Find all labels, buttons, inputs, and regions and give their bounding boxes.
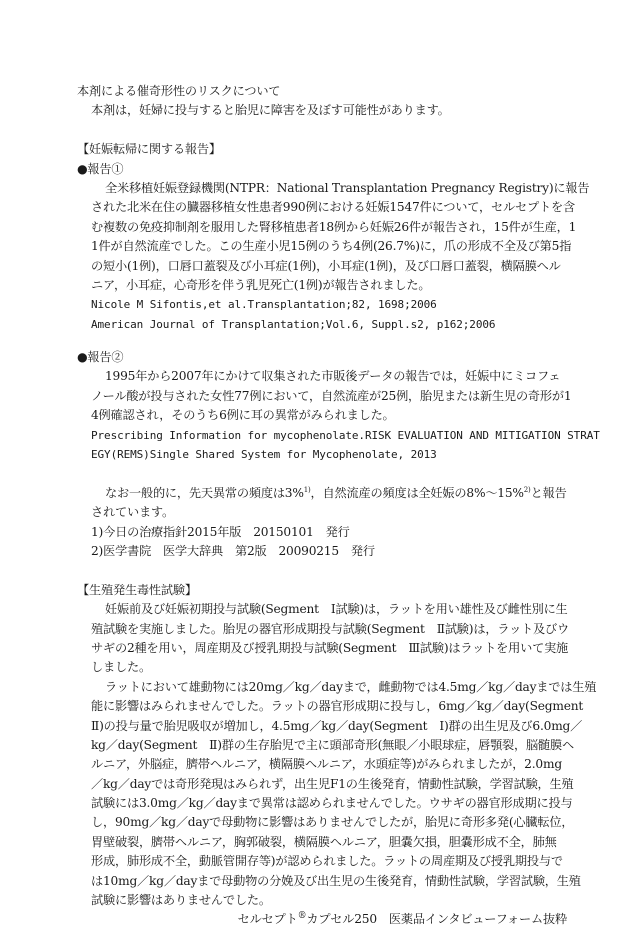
report1-line: の短小(1例)，口唇口蓋裂及び小耳症(1例)，小耳症(1例)，及び口唇口蓋裂，横隔膜ヘル	[91, 258, 561, 273]
para2-line: ラットにおいて雄動物には20mg／kg／dayまで，雌動物では4.5mg／kg／dayまでは生殖	[105, 679, 597, 694]
para2-line: 形成，肺形成不全，動脈管開存等)が認められました。ラットの周産期及び授乳期投与で	[91, 854, 563, 869]
note-text: と報告	[530, 485, 567, 500]
para2-line: ／kg／dayでは奇形発現はみられず，出生児F1の生後発育，情動性試験，学習試験，生殖	[91, 776, 574, 791]
para2-line: 試験に影響はありませんでした。	[91, 893, 271, 908]
report2-reference: Prescribing Information for mycophenolate.RISK EVALUATION AND MITIGATION STRAT	[91, 428, 600, 442]
para1-line: 妊娠前及び妊娠初期投与試験(Segment Ⅰ試験)は，ラットを用い雄性及び雌性別に生	[105, 602, 568, 617]
spacer	[77, 334, 567, 348]
report1-line: 全米移植妊娠登録機関(NTPR：National Transplantation Pregnancy Registry)に報告	[105, 180, 590, 195]
note-text: ，自然流産の頻度は全妊娠の8%～15%	[310, 485, 524, 500]
report1-line: ニア，小耳症，心奇形を伴う乳児死亡(1例)が報告されました。	[91, 277, 431, 292]
report2-label: ●報告②	[77, 350, 124, 365]
report2-line: 1995年から2007年にかけて収集された市販後データの報告では，妊娠中にミコフェ	[105, 369, 561, 384]
para1-line: しました。	[91, 660, 151, 675]
document-page	[77, 82, 600, 930]
note-line: されています。	[91, 505, 174, 520]
spacer	[77, 561, 567, 580]
spacer	[77, 464, 567, 483]
footer-product: セルセプト	[237, 912, 298, 927]
spacer	[77, 121, 567, 140]
report2-line: 4例確認され，そのうち6例に耳の異常がみられました。	[91, 408, 395, 423]
para2-line: ルニア，外脳症，臍帯ヘルニア，横隔膜ヘルニア，水頭症等)がみられましたが，2.0mg	[91, 757, 562, 772]
para1-line: サギの2種を用い，周産期及び授乳期投与試験(Segment Ⅲ試験)はラットを用いて実施	[91, 640, 569, 655]
para1-line: 殖試験を実施しました。胎児の器官形成期投与試験(Segment Ⅱ試験)は，ラット及びウ	[91, 621, 570, 636]
para2-line: し，90mg／kg／dayで母動物に影響はありませんでしたが，胎児に奇形多発(心臓転位，	[91, 815, 574, 830]
document-title: 本剤による催奇形性のリスクについて	[77, 84, 281, 98]
report2-line: ノール酸が投与された女性77例において，自然流産が25例，胎児または新生児の奇形が1	[91, 388, 572, 403]
report1-reference: Nicole M Sifontis,et al.Transplantation;82, 1698;2006	[91, 298, 437, 312]
report1-label: ●報告①	[77, 161, 124, 176]
footer-source: カプセル250 医薬品インタビューフォーム抜粋	[306, 912, 567, 927]
report1-reference: American Journal of Transplantation;Vol.6, Suppl.s2, p162;2006	[91, 317, 496, 331]
section-heading-reproductive-toxicity: 【生殖発生毒性試験】	[77, 582, 197, 597]
footnote: 2)医学書院 医学大辞典 第2版 20090215 発行	[91, 543, 375, 558]
note-text: なお一般的に，先天異常の頻度は3%	[105, 485, 304, 500]
source-footer	[77, 910, 567, 929]
para2-line: は10mg／kg／dayまで母動物の分娩及び出生児の生後発育，情動性試験，学習試験，生殖	[91, 873, 581, 888]
report1-line: 1件が自然流産でした。この生産小児15例のうち4例(26.7%)に，爪の形成不全及び第5指	[91, 239, 572, 254]
para2-line: 試験には3.0mg／kg／dayまで異常は認められませんでした。ウサギの器官形成期に投与	[91, 796, 573, 811]
footnote: 1)今日の治療指針2015年版 20150101 発行	[91, 524, 350, 539]
intro-text: 本剤は，妊婦に投与すると胎児に障害を及ぼす可能性があります。	[91, 103, 450, 118]
para2-line: 胃壁破裂，臍帯ヘルニア，胸郭破裂，横隔膜ヘルニア，胆嚢欠損，胆嚢形成不全，肺無	[91, 834, 557, 849]
para2-line: 能に影響はみられませんでした。ラットの器官形成期に投与し，6mg／kg／day(Segment	[91, 699, 584, 714]
report1-line: された北米在住の臓器移植女性患者990例における妊娠1547件について，セルセプトを含	[91, 200, 575, 215]
para2-line: Ⅱ)の投与量で胎児吸収が増加し，4.5mg／kg／day(Segment Ⅰ)群の出生児及び6.0mg／	[91, 718, 583, 733]
footnote-marker-2: 2)	[523, 485, 531, 494]
registered-mark: ®	[297, 911, 307, 922]
note-line	[77, 484, 567, 503]
para2-line: kg／day(Segment Ⅱ)群の生存胎児で主に頭部奇形(無眼／小眼球症，唇顎裂，脳髄膜ヘ	[91, 737, 574, 752]
section-heading-pregnancy-outcomes: 【妊娠転帰に関する報告】	[77, 142, 221, 157]
footnote-marker-1: 1)	[303, 485, 311, 494]
report1-line: む複数の免疫抑制剤を服用した腎移植患者18例から妊娠26件が報告され，15件が生産，1	[91, 219, 577, 234]
report2-reference: EGY(REMS)Single Shared System for Mycophenolate, 2013	[91, 448, 437, 462]
